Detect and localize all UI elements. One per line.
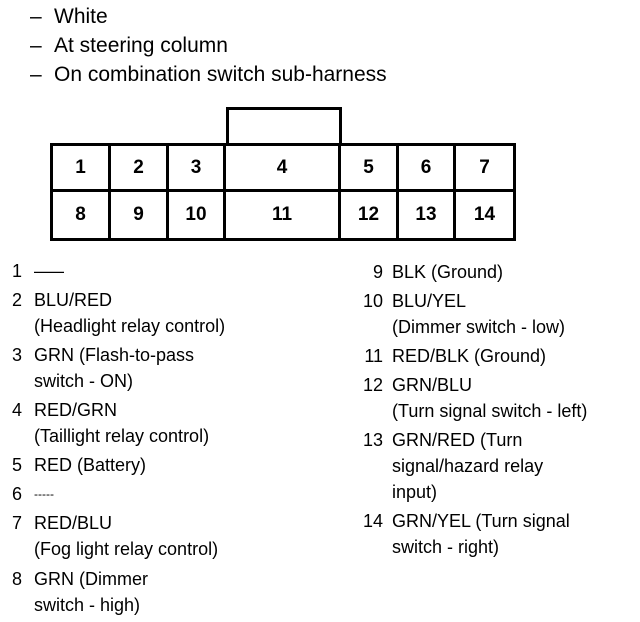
terminal-3: 3 bbox=[169, 146, 226, 192]
pin-wire: RED/BLU bbox=[34, 513, 113, 533]
color-line: – White bbox=[30, 5, 108, 28]
terminal-13: 13 bbox=[399, 192, 456, 238]
pin-number: 5 bbox=[11, 455, 22, 475]
pin-wire: GRN (Dimmer bbox=[34, 569, 148, 589]
terminal-6: 6 bbox=[399, 146, 456, 192]
pin-wire: RED/GRN bbox=[34, 400, 118, 420]
pin-number: 14 bbox=[362, 511, 383, 531]
pin-wire: ----- bbox=[34, 487, 54, 501]
pin-wire: ––– bbox=[34, 261, 65, 281]
terminal-2: 2 bbox=[111, 146, 169, 192]
pin-function: input) bbox=[392, 482, 438, 502]
terminal-10: 10 bbox=[169, 192, 226, 238]
terminal-14: 14 bbox=[473, 204, 496, 225]
harness-line: – On combination switch sub-harness bbox=[30, 63, 387, 86]
pin-number: 9 bbox=[372, 262, 383, 282]
terminal-5: 5 bbox=[341, 146, 399, 192]
pin-function: (Turn signal switch - left) bbox=[392, 401, 588, 421]
pin-number: 11 bbox=[364, 346, 383, 366]
pin-function: (Taillight relay control) bbox=[34, 426, 210, 446]
pin-wire: GRN/YEL (Turn signal bbox=[392, 511, 570, 531]
terminal-11: 11 bbox=[226, 192, 341, 238]
pin-function: signal/hazard relay bbox=[392, 456, 544, 476]
pin-number: 4 bbox=[11, 400, 22, 420]
pin-number: 13 bbox=[362, 430, 383, 450]
pin-wire: BLK (Ground) bbox=[392, 262, 504, 282]
connector-face-diagram bbox=[50, 107, 516, 241]
pin-number: 1 bbox=[11, 261, 22, 281]
connector-body bbox=[50, 143, 516, 241]
connector-description bbox=[30, 2, 387, 89]
pin-wire: GRN/BLU bbox=[392, 375, 473, 395]
pin-function: (Dimmer switch - low) bbox=[392, 317, 565, 337]
pin-wire: RED/BLK (Ground) bbox=[392, 346, 547, 366]
pin-function: switch - ON) bbox=[34, 371, 133, 391]
pin-number: 6 bbox=[11, 484, 22, 504]
location-line: – At steering column bbox=[30, 34, 228, 57]
pin-wire: BLU/RED bbox=[34, 290, 113, 310]
pin-function: (Headlight relay control) bbox=[34, 316, 226, 336]
pin-number: 3 bbox=[11, 345, 22, 365]
pin-number: 8 bbox=[11, 569, 22, 589]
terminal-8: 8 bbox=[53, 192, 111, 238]
pin-wire: BLU/YEL bbox=[392, 291, 467, 311]
connector-latch bbox=[226, 107, 342, 145]
pin-wire: GRN/RED (Turn bbox=[392, 430, 523, 450]
pin-number: 2 bbox=[11, 290, 22, 310]
terminal-12: 12 bbox=[341, 192, 399, 238]
terminal-9: 9 bbox=[111, 192, 169, 238]
pin-wire: GRN (Flash-to-pass bbox=[34, 345, 195, 365]
pin-wire: RED (Battery) bbox=[34, 455, 147, 475]
terminal-4: 4 bbox=[226, 146, 341, 192]
pin-number: 10 bbox=[362, 291, 383, 311]
pin-function: (Fog light relay control) bbox=[34, 539, 219, 559]
pin-function: switch - right) bbox=[392, 537, 500, 557]
pin-number: 12 bbox=[362, 375, 383, 395]
pin-function: switch - high) bbox=[34, 595, 141, 615]
terminal-7: 7 bbox=[456, 146, 513, 192]
pin-number: 7 bbox=[11, 513, 22, 533]
terminal-1: 1 bbox=[53, 146, 111, 192]
